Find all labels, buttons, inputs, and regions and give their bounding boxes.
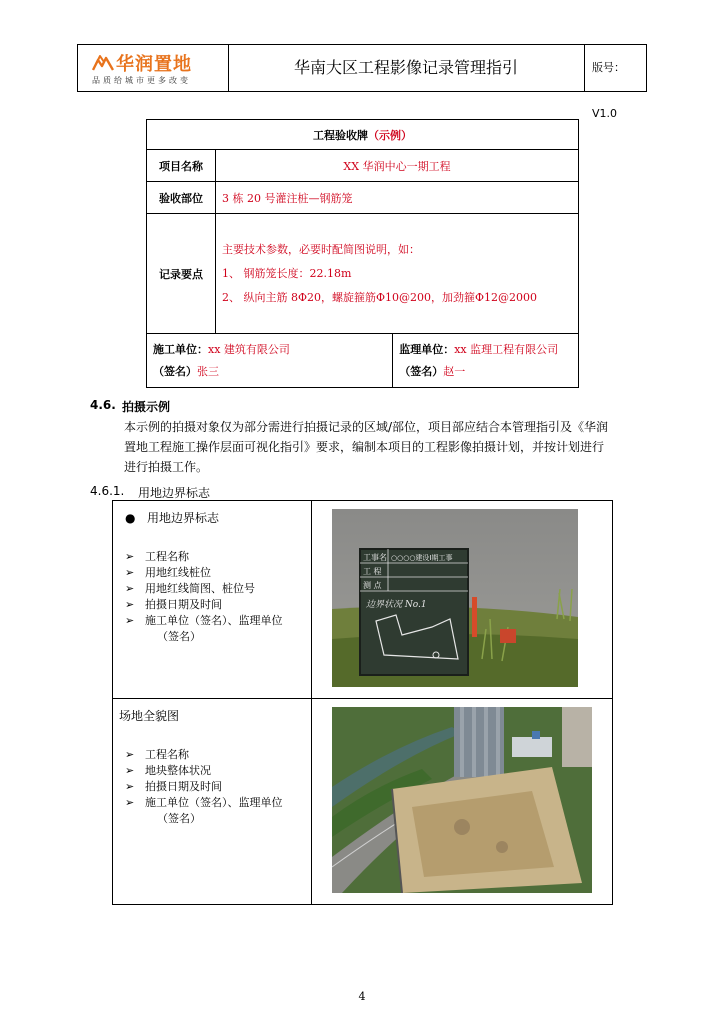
arrow-bullet-icon: ➢ (125, 780, 135, 793)
construction-sign-value: 张三 (197, 364, 219, 378)
supervision-sign-value: 赵一 (443, 364, 466, 378)
acceptance-board-table (146, 119, 579, 388)
boundary-marker-photo (332, 509, 578, 687)
arrow-bullet-icon: ➢ (125, 764, 135, 777)
list-item: ➢ 拍摄日期及时间 (125, 598, 222, 611)
boundary-text-cell (113, 501, 312, 699)
paragraph-line: 进行拍摄工作。 (124, 460, 209, 474)
arrow-bullet-icon: ➢ (125, 796, 135, 809)
paragraph-line: 本示例的拍摄对象仅为部分需进行拍摄记录的区域/部位，项目部应结合本管理指引及《华润 (124, 420, 609, 434)
record-points-cell (216, 214, 579, 334)
row-heading: 场地全貌图 (119, 709, 180, 723)
overview-photo-cell (312, 699, 613, 905)
supervision-unit-cell (393, 334, 579, 388)
bullet-icon: ● (125, 511, 136, 525)
record-points-label: 记录要点 (147, 214, 216, 334)
arrow-bullet-icon: ➢ (125, 566, 135, 579)
page-header (77, 44, 647, 120)
construction-sign-label: （签名） (153, 364, 197, 378)
board-chalk: 边界状况 No.1 (366, 600, 427, 610)
section-number: 4.6. (90, 398, 116, 412)
project-name-label: 项目名称 (147, 150, 216, 182)
acceptance-part-value: 3 栋 20 号灌注桩—钢筋笼 (216, 182, 579, 214)
record-line: 1、 钢筋笼长度：22.18m (222, 266, 352, 280)
document-title: 华南大区工程影像记录管理指引 (293, 58, 518, 77)
board-value: ○○○○建设Ⅰ期工事 (391, 554, 453, 562)
overview-checklist (119, 747, 305, 827)
list-item: ➢ 工程名称 (125, 748, 189, 761)
board-label: 工 程 (363, 567, 382, 576)
arrow-bullet-icon: ➢ (125, 550, 135, 563)
list-item: ➢ 地块整体状况 (125, 764, 211, 777)
list-item: ➢ 施工单位（签名）、监理单位 (125, 614, 283, 627)
acceptance-part-label: 验收部位 (147, 182, 216, 214)
list-item: ➢ 拍摄日期及时间 (125, 780, 222, 793)
arrow-bullet-icon: ➢ (125, 582, 135, 595)
site-overview-aerial-photo (332, 707, 592, 893)
supervision-unit-label: 监理单位： (399, 342, 455, 356)
page-number: 4 (358, 990, 366, 1003)
photo-example-table (112, 500, 613, 905)
list-item-continuation: （签名） (157, 812, 201, 825)
version-cell (584, 45, 646, 120)
version-label: 版号：V1.0 (592, 61, 625, 120)
board-label: 测 点 (363, 581, 382, 590)
site-blackboard (360, 549, 468, 675)
list-item: ➢ 用地红线简图、桩位号 (125, 582, 255, 595)
arrow-bullet-icon: ➢ (125, 748, 135, 761)
subsection-title: 用地边界标志 (138, 486, 211, 500)
row-heading: 用地边界标志 (147, 511, 220, 525)
overview-text-cell (113, 699, 312, 905)
list-item: ➢ 用地红线桩位 (125, 566, 211, 579)
construction-unit-value: xx 建筑有限公司 (208, 342, 290, 356)
board-title-cell (147, 120, 579, 150)
boundary-checklist (119, 549, 305, 645)
boundary-photo-cell (312, 501, 613, 699)
construction-unit-cell (147, 334, 393, 388)
list-item: ➢ 施工单位（签名）、监理单位 (125, 796, 283, 809)
board-title: 工程验收牌 (313, 128, 368, 142)
paragraph-line: 置地工程施工操作层面可视化指引》要求，编制本项目的工程影像拍摄计划，并按计划进行 (124, 440, 605, 454)
logo-text: 华润置地 (116, 54, 192, 75)
list-item-continuation: （签名） (157, 630, 201, 643)
section-paragraph (124, 417, 644, 477)
arrow-bullet-icon: ➢ (125, 598, 135, 611)
construction-unit-label: 施工单位： (153, 342, 208, 356)
title-cell (228, 45, 585, 91)
supervision-unit-value: xx 监理工程有限公司 (454, 342, 559, 356)
board-title-suffix: （示例） (368, 128, 412, 142)
record-line: 2、 纵向主筋 8Φ20，螺旋箍筋Φ10@200，加劲箍Φ12@2000 (222, 290, 538, 304)
logo-cell (78, 45, 229, 91)
section-title: 拍摄示例 (122, 400, 171, 414)
project-name-value: XX 华润中心一期工程 (216, 150, 579, 182)
record-line: 主要技术参数，必要时配简图说明，如： (222, 242, 420, 256)
list-item: ➢ 工程名称 (125, 550, 189, 563)
logo-slogan: 品质给城市更多改变 (92, 76, 191, 85)
subsection-number: 4.6.1. (90, 484, 125, 498)
arrow-bullet-icon: ➢ (125, 614, 135, 627)
logo-mark-icon (92, 52, 114, 72)
supervision-sign-label: （签名） (399, 364, 444, 378)
board-label: 工事名 (363, 553, 387, 562)
